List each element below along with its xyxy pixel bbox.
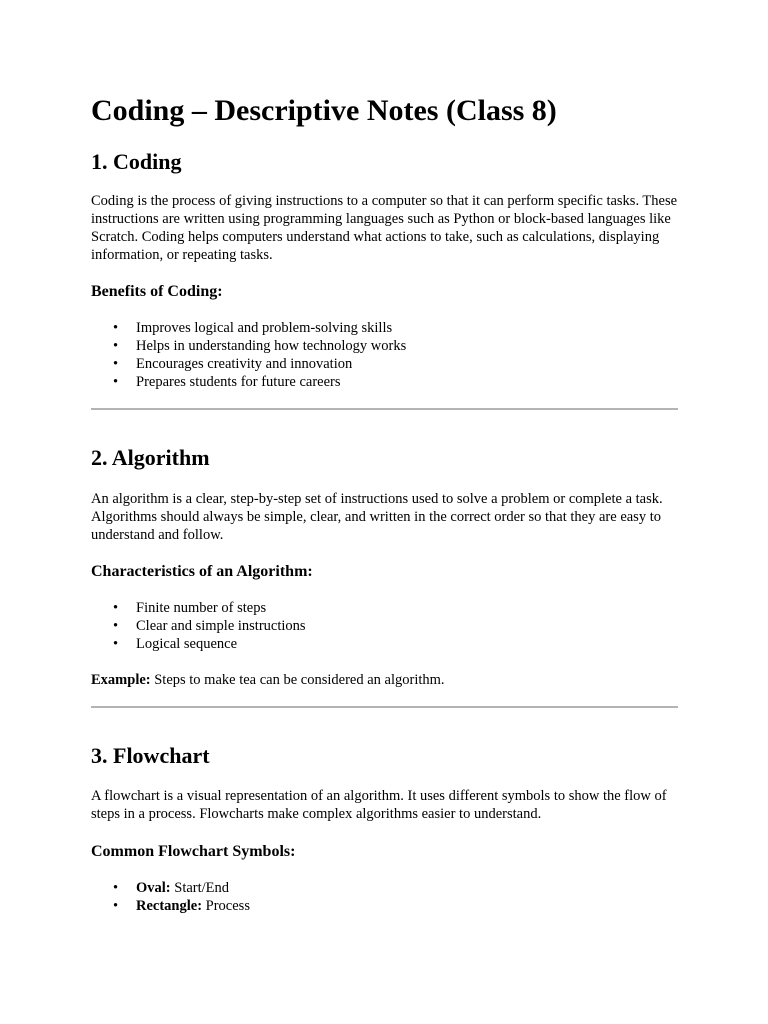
section-heading-coding: 1. Coding [91,149,182,174]
section-paragraph-flowchart: A flowchart is a visual representation of an algorithm. It uses different symbols to show the flow of steps in a process. Flowcharts make complex algorithms easier to understand. [91,788,667,822]
list-item: • Finite number of steps [91,599,306,617]
list-item: • Clear and simple instructions [91,617,306,635]
symbol-label-rectangle: Rectangle: [136,898,203,914]
list-item: • Helps in understanding how technology works [91,337,406,355]
section-heading-algorithm: 2. Algorithm [91,445,210,470]
section-divider [91,706,678,708]
symbol-label-oval: Oval: [136,880,171,896]
characteristics-list [91,599,306,653]
example-line [91,671,678,689]
list-item [91,879,250,897]
section-divider [91,408,678,410]
list-item: • Encourages creativity and innovation [91,355,406,373]
flowchart-symbols-list [91,879,250,915]
document-title: Coding – Descriptive Notes (Class 8) [91,94,557,127]
example-text: Steps to make tea can be considered an algorithm. [150,672,445,688]
list-item: • Prepares students for future careers [91,373,406,391]
list-item: • Improves logical and problem-solving skills [91,319,406,337]
section-paragraph-algorithm: An algorithm is a clear, step-by-step set of instructions used to solve a problem or complete a task. Algorithms should always be simple, clear, and written in the correct order so that they are easy to understand and follow. [91,491,663,543]
subheading-flowchart-symbols: Common Flowchart Symbols: [91,843,296,860]
subheading-benefits-of-coding: Benefits of Coding: [91,283,223,300]
section-heading-flowchart: 3. Flowchart [91,743,210,768]
subheading-characteristics: Characteristics of an Algorithm: [91,563,313,580]
list-item [91,897,250,915]
symbol-text: Process [202,898,250,914]
benefits-list [91,319,406,391]
symbol-text: Start/End [170,880,230,896]
section-paragraph-coding: Coding is the process of giving instructions to a computer so that it can perform specific tasks. These instructions are written using programming languages such as Python or block-based languages like Scratch. Coding helps computers understand what actions to take, such as calculations, displaying information, or repeating tasks. [91,193,678,263]
list-item: • Logical sequence [91,635,306,653]
example-label: Example: [91,672,151,688]
